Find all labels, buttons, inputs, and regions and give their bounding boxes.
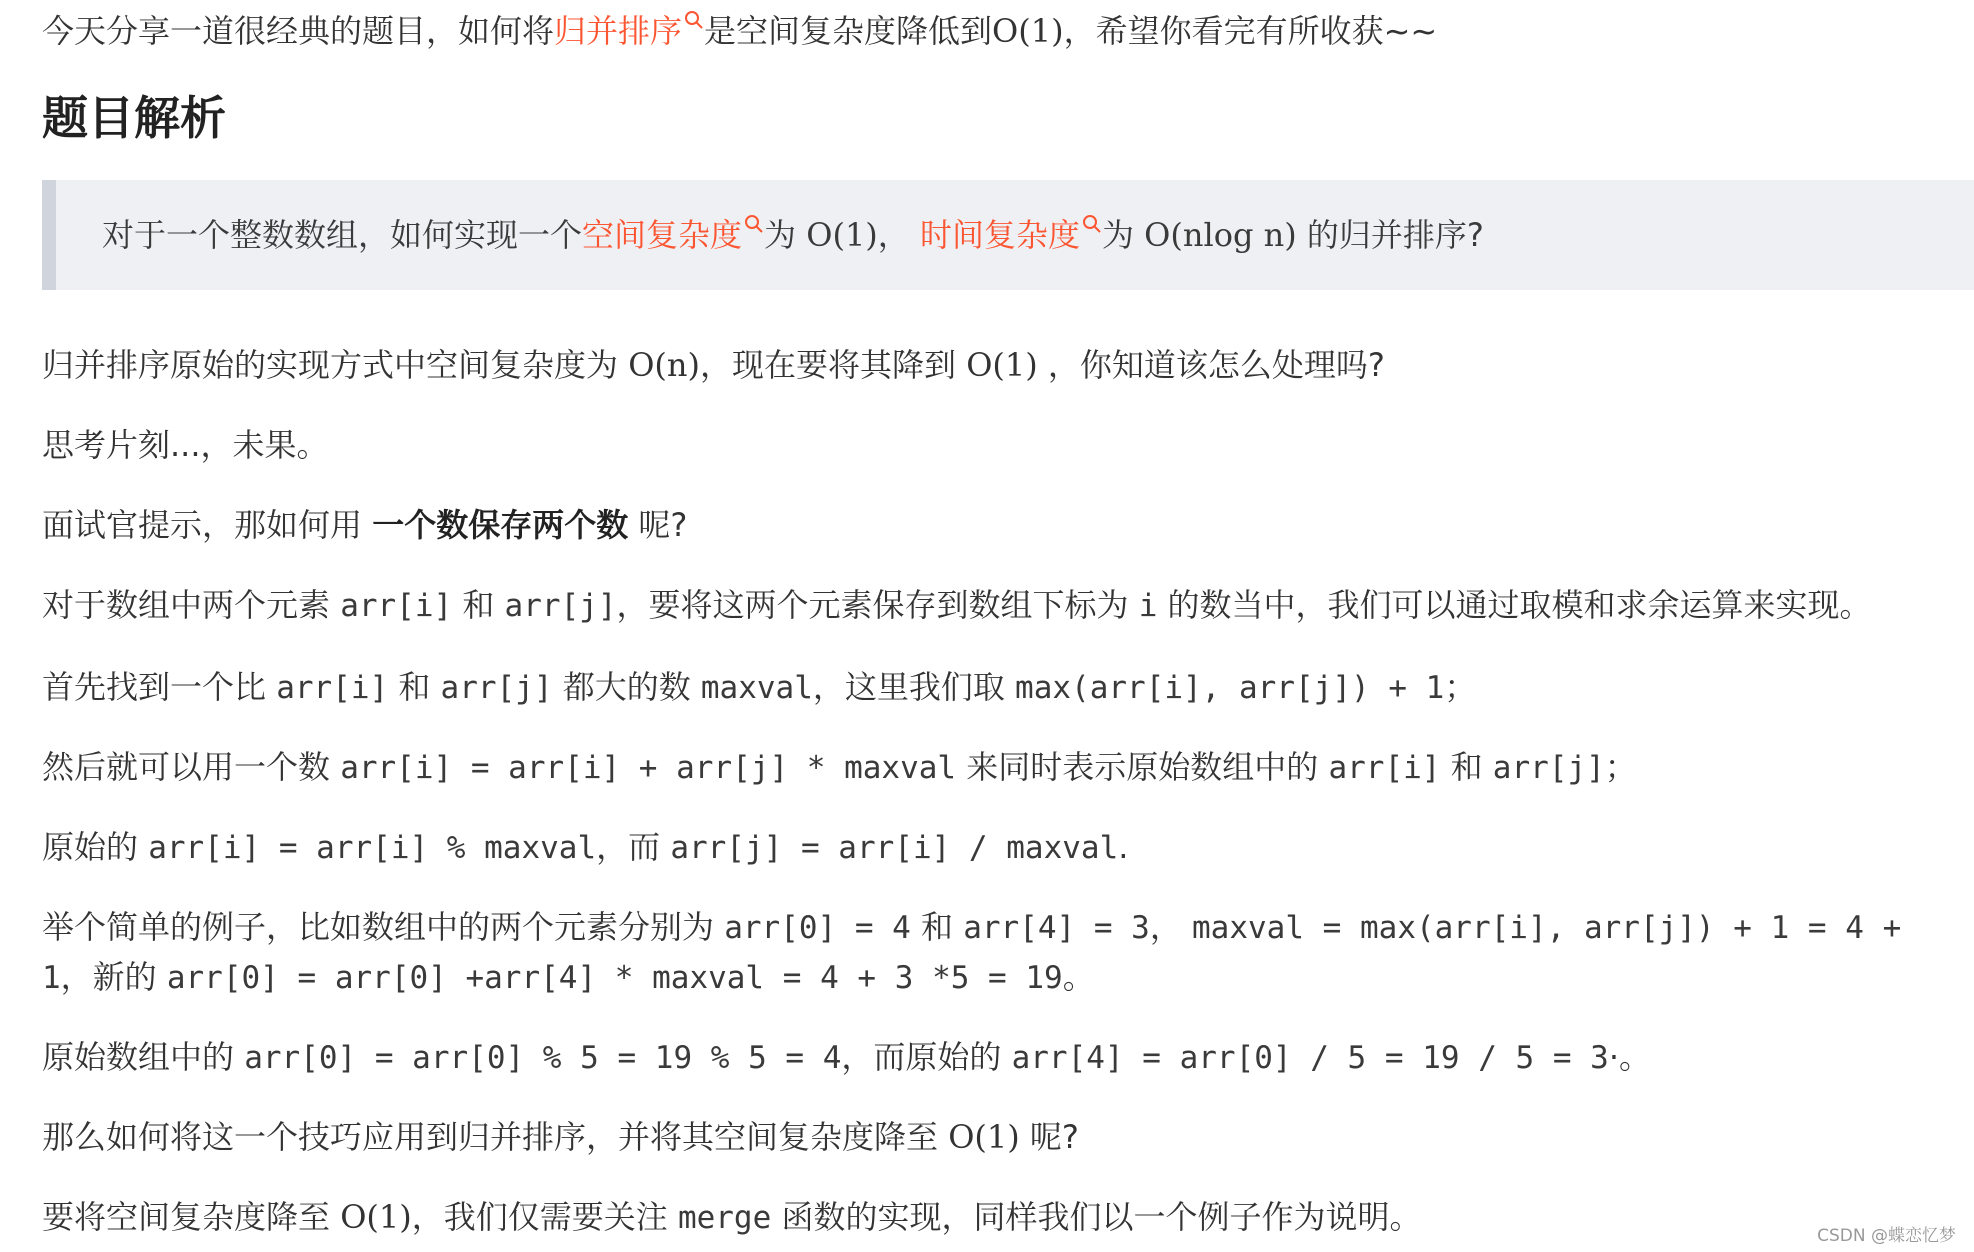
math-expression: O(1) (992, 12, 1064, 50)
inline-code: arr[i] (1328, 750, 1441, 786)
inline-code: arr[0] = arr[0] % 5 = 19 % 5 = 4 (244, 1040, 842, 1076)
section-heading: 题目解析 (42, 91, 226, 145)
paragraph: 首先找到一个比 arr[i] 和 arr[j] 都大的数 maxval，这里我们取 max(arr[i], arr[j]) + 1； (42, 668, 1477, 706)
inline-code: arr[i] = arr[i] % maxval (148, 830, 597, 866)
merge-sort-link[interactable]: 归并排序 (554, 12, 704, 50)
inline-code: arr[i] (276, 670, 389, 706)
inline-code: arr[j] (440, 670, 553, 706)
space-complexity-link[interactable]: 空间复杂度 (582, 216, 764, 254)
time-complexity-link[interactable]: 时间复杂度 (920, 216, 1102, 254)
paragraph: 归并排序原始的实现方式中空间复杂度为 O(n)，现在要将其降到 O(1) ，你知道该怎么处理吗? (42, 346, 1385, 384)
intro-text: 今天分享一道很经典的题目，如何将 (42, 12, 555, 50)
paragraph: 举个简单的例子，比如数组中的两个元素分别为 arr[0] = 4 和 arr[4] = 3， maxval = max(arr[i], arr[j]) + 1 = 4 + (42, 908, 1902, 946)
inline-code: arr[j] (1492, 750, 1605, 786)
csdn-watermark: CSDN @蝶恋忆梦 (1817, 1226, 1956, 1246)
inline-code: arr[i] (340, 588, 453, 624)
math-expression: O(1) (948, 1118, 1020, 1156)
paragraph: 原始数组中的 arr[0] = arr[0] % 5 = 19 % 5 = 4，而原始的 arr[4] = arr[0] / 5 = 19 / 5 = 3·。 (42, 1038, 1652, 1076)
paragraph: 那么如何将这一个技巧应用到归并排序，并将其空间复杂度降至 O(1) 呢? (42, 1118, 1079, 1156)
inline-code: arr[j] = arr[i] / maxval (670, 830, 1119, 866)
inline-code: maxval (700, 670, 813, 706)
math-expression: O(1) (340, 1198, 412, 1236)
paragraph: 然后就可以用一个数 arr[i] = arr[i] + arr[j] * maxval 来同时表示原始数组中的 arr[i] 和 arr[j]； (42, 748, 1637, 786)
math-expression: O(n) (628, 346, 700, 384)
inline-code: arr[0] = 4 (724, 910, 911, 946)
blockquote (42, 180, 1974, 290)
inline-code: arr[j] (504, 588, 617, 624)
search-icon (1082, 214, 1102, 234)
bold-text: 一个数保存两个数 (372, 506, 629, 544)
inline-code: arr[4] = 3 (963, 910, 1150, 946)
math-expression: O(1) (966, 346, 1038, 384)
inline-code: merge (677, 1200, 772, 1236)
inline-code: 1 (42, 960, 61, 996)
inline-code: arr[0] = arr[0] +arr[4] * maxval = 4 + 3 *5 = 19 (166, 960, 1063, 996)
paragraph: 要将空间复杂度降至 O(1)，我们仅需要关注 merge 函数的实现，同样我们以一个例子作为说明。 (42, 1198, 1422, 1236)
search-icon (684, 10, 704, 30)
math-expression: O(nlog n) (1144, 216, 1297, 254)
math-expression: O(1) (806, 216, 878, 254)
paragraph: 原始的 arr[i] = arr[i] % maxval，而 arr[j] = arr[i] / maxval. (42, 828, 1129, 866)
inline-code: max(arr[i], arr[j]) + 1 (1015, 670, 1445, 706)
search-icon (744, 214, 764, 234)
inline-code: arr[i] = arr[i] + arr[j] * maxval (340, 750, 957, 786)
paragraph-continuation: 1，新的 arr[0] = arr[0] +arr[4] * maxval = 4 + 3 *5 = 19。 (42, 958, 1095, 996)
inline-code: maxval = max(arr[i], arr[j]) + 1 = 4 + (1192, 910, 1902, 946)
inline-code: arr[4] = arr[0] / 5 = 19 / 5 = 3 (1011, 1040, 1609, 1076)
paragraph: 面试官提示，那如何用 一个数保存两个数 呢? (42, 506, 688, 544)
intro-paragraph: 今天分享一道很经典的题目，如何将归并排序 是空间复杂度降低到O(1)，希望你看完有所收获~~ (42, 12, 1438, 50)
paragraph: 思考片刻...，未果。 (42, 426, 329, 464)
inline-code: i (1138, 588, 1158, 624)
paragraph: 对于数组中两个元素 arr[i] 和 arr[j]，要将这两个元素保存到数组下标为 i 的数当中，我们可以通过取模和求余运算来实现。 (42, 586, 1872, 624)
blockquote-text: 对于一个整数数组，如何实现一个空间复杂度 为 O(1)， 时间复杂度 为 O(nlog n) 的归并排序? (102, 216, 1484, 254)
